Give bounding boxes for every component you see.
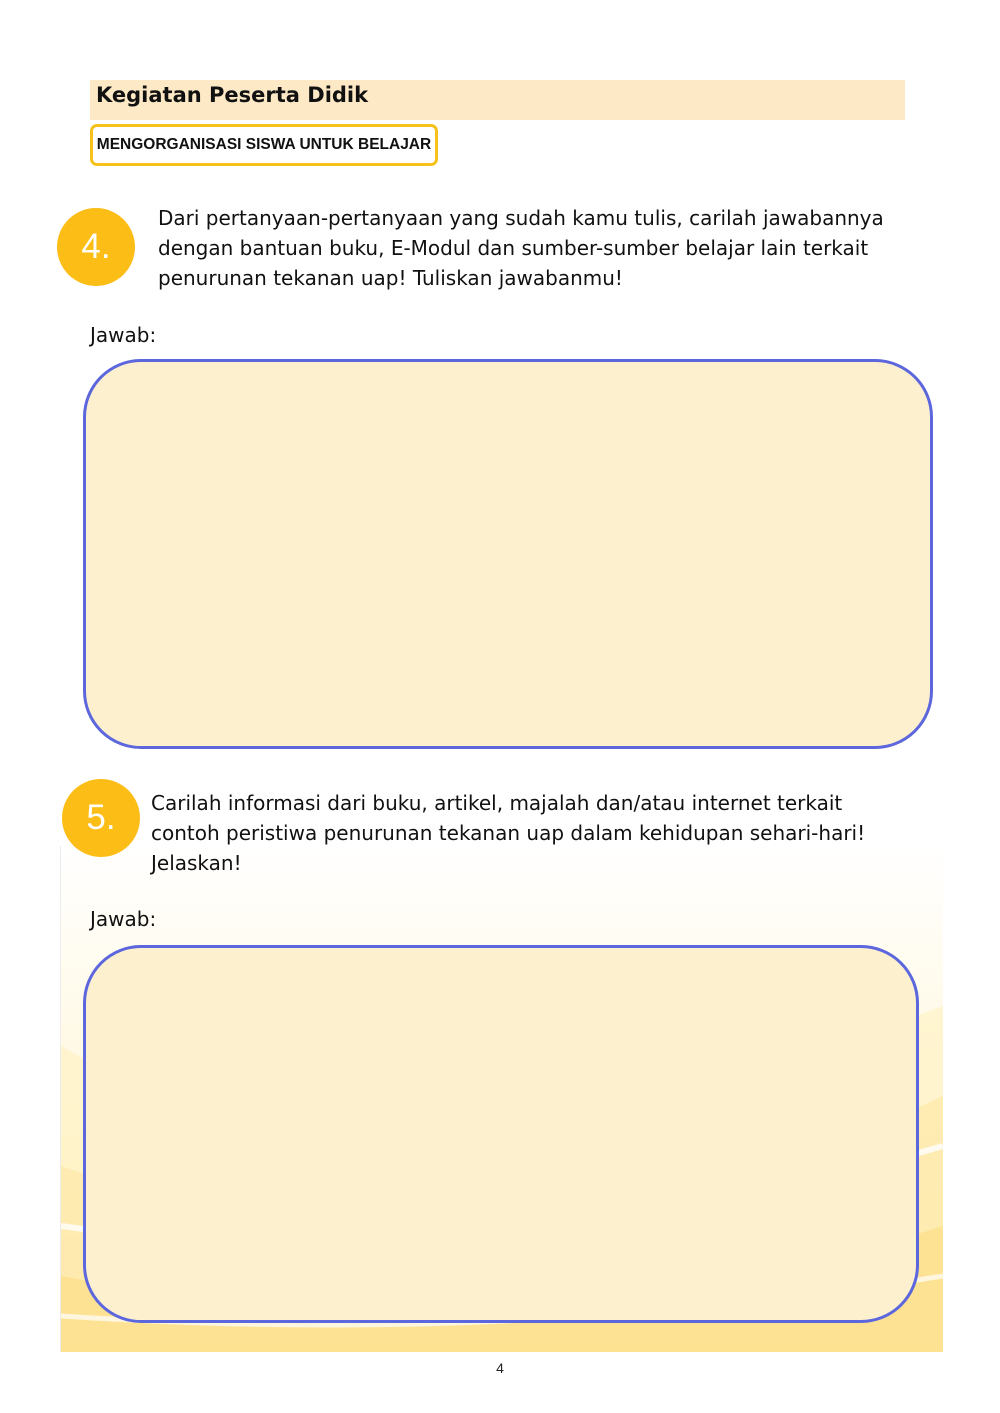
page-number: 4	[496, 1360, 504, 1376]
header-band	[90, 80, 905, 120]
answer-box-4[interactable]	[83, 359, 933, 749]
question-number-badge: 4.	[57, 208, 135, 286]
question-text: Carilah informasi dari buku, artikel, majalah dan/atau internet terkait contoh peristiwa penurunan tekanan uap dalam kehidupan sehari-hari! Jelaskan!	[151, 791, 866, 875]
question-number-badge: 5.	[62, 779, 140, 857]
question-text: Dari pertanyaan-pertanyaan yang sudah kamu tulis, carilah jawabannya dengan bantuan buku, E-Modul dan sumber-sumber belajar lain terkait penurunan tekanan uap! Tuliskan jawabanmu!	[158, 206, 884, 290]
section-tag: MENGORGANISASI SISWA UNTUK BELAJAR	[90, 124, 438, 166]
page-title: Kegiatan Peserta Didik	[96, 83, 369, 107]
answer-box-5[interactable]	[83, 945, 919, 1323]
answer-label: Jawab:	[90, 323, 157, 347]
answer-label: Jawab:	[90, 907, 157, 931]
